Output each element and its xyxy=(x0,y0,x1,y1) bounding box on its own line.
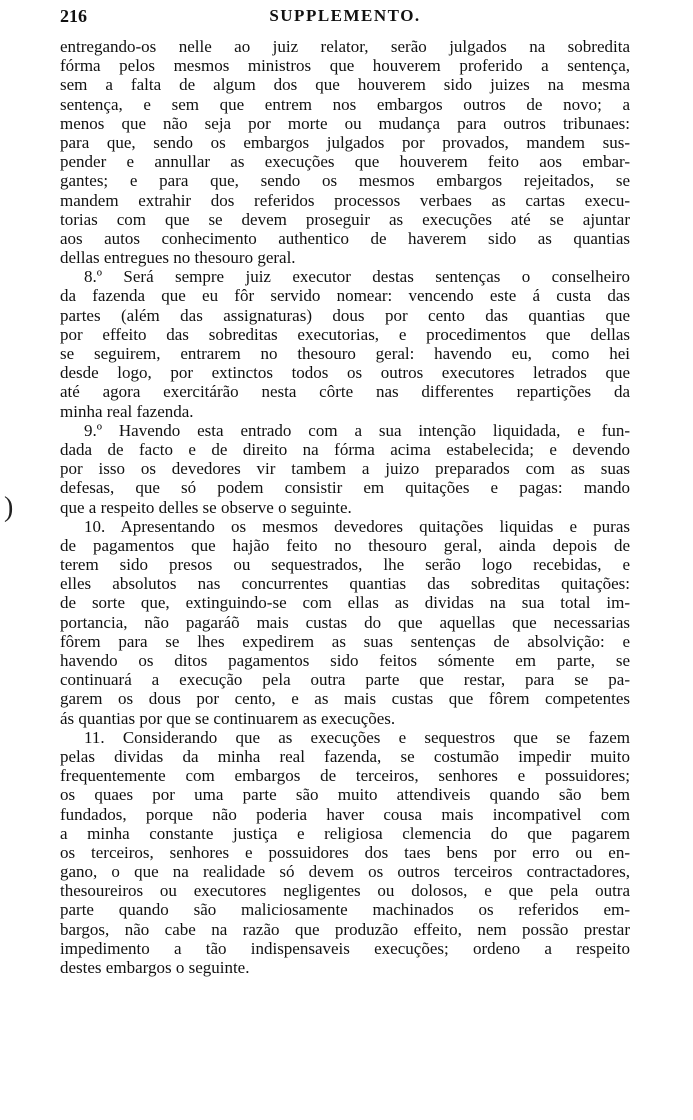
paragraph xyxy=(60,421,630,517)
text-line: bargos, não cabe na razão que produzão effeito, nem possão prestar xyxy=(60,919,630,939)
text-line: se seguirem, entrarem no thesouro geral: havendo eu, como hei xyxy=(60,344,630,363)
text-line: havendo os ditos pagamentos sido feitos sómente em parte, se xyxy=(60,651,630,670)
page-number: 216 xyxy=(60,6,87,26)
text-line: que a respeito delles se observe o seguinte. xyxy=(60,497,352,517)
paragraph xyxy=(60,517,630,728)
text-line: 9.º Havendo esta entrado com a sua intenção liquidada, e fun- xyxy=(84,420,630,440)
paragraph xyxy=(60,728,630,977)
text-line: pender e annullar as execuções que houverem feito aos embar- xyxy=(60,152,630,172)
text-line: fôrem para se lhes expedirem as suas sentenças de absolvição: e xyxy=(60,631,630,651)
text-line: partes (além das assignaturas) dous por cento das quantias que xyxy=(60,305,630,325)
text-line: para que, sendo os embargos julgados por provados, mandem sus- xyxy=(60,132,630,152)
running-title: SUPPLEMENTO. xyxy=(269,6,421,25)
paragraph xyxy=(60,37,630,267)
text-line: gantes; e para que, sendo os mesmos embargos rejeitados, se xyxy=(60,171,630,191)
text-line: de sorte que, extinguindo-se com ellas as dividas na sua total im- xyxy=(60,593,630,613)
text-line: fundados, porque não poderia haver cousa mais incompativel com xyxy=(60,804,630,824)
text-line: os terceiros, senhores e possuidores dos taes bens por erro ou en- xyxy=(60,842,630,862)
text-line: dada de facto e de direito na fórma acima estabelecida; e devendo xyxy=(60,439,630,459)
text-line: fórma pelos mesmos ministros que houverem proferido a sentença, xyxy=(60,56,630,76)
text-line: minha real fazenda. xyxy=(60,401,194,421)
text-line: 11. Considerando que as execuções e sequestros que se fazem xyxy=(84,727,630,747)
text-line: por effeito das sobreditas executorias, e procedimentos que dellas xyxy=(60,324,630,344)
text-line: da fazenda que eu fôr servido nomear: vencendo este á custa das xyxy=(60,286,630,306)
text-line: gano, o que na realidade só devem os outros terceiros contractadores, xyxy=(60,862,630,882)
text-line: continuará a execução pela outra parte que restar, para se pa- xyxy=(60,670,630,690)
paragraph xyxy=(60,267,630,421)
text-line: defesas, que só podem consistir em quitações e pagas: mando xyxy=(60,478,630,498)
text-line: de pagamentos que hajão feito no thesouro geral, ainda depois de xyxy=(60,535,630,555)
text-line: sentença, e sem que entrem nos embargos outros de novo; a xyxy=(60,94,630,114)
document-body xyxy=(60,37,630,977)
text-line: parte quando são maliciosamente machinados os referidos em- xyxy=(60,900,630,920)
text-line: a minha constante justiça e religiosa clemencia do que pagarem xyxy=(60,823,630,843)
text-line: desde logo, por extinctos todos os outros executores letrados que xyxy=(60,363,630,383)
text-line: os quaes por uma parte são muito attendiveis quando são bem xyxy=(60,785,630,805)
text-line: portancia, não pagaráõ mais custas do que aquellas que necessarias xyxy=(60,612,630,632)
text-line: elles absolutos nas concurrentes quantias das sobreditas quitações: xyxy=(60,574,630,594)
text-line: thesoureiros ou executores negligentes ou dolosos, e que pela outra xyxy=(60,881,630,901)
text-line: dellas entregues no thesouro geral. xyxy=(60,248,296,268)
text-line: mandem extrahir dos referidos processos verbaes as cartas execu- xyxy=(60,190,630,210)
text-line: por isso os devedores vir tambem a juizo preparados com as suas xyxy=(60,459,630,479)
text-line: torias com que se devem proseguir as execuções até se ajuntar xyxy=(60,209,630,229)
text-line: entregando-os nelle ao juiz relator, serão julgados na sobredita xyxy=(60,37,630,56)
text-line: destes embargos o seguinte. xyxy=(60,958,250,977)
text-line: ás quantias por que se continuarem as execuções. xyxy=(60,708,396,728)
text-line: aos autos conhecimento authentico de haverem sido as quantias xyxy=(60,228,630,248)
text-line: terem sido presos ou sequestrados, lhe serão logo recebidas, e xyxy=(60,555,630,575)
margin-bracket-mark: ) xyxy=(4,492,14,523)
text-line: sem a falta de algum dos que houverem sido juizes na mesma xyxy=(60,75,630,95)
text-line: garem os dous por cento, e as mais custas que fôrem competentes xyxy=(60,689,630,709)
text-line: frequentemente com embargos de terceiros, senhores e possuidores; xyxy=(60,766,630,786)
text-line: impedimento a tão indispensaveis execuções; ordeno a respeito xyxy=(60,938,630,958)
text-line: 8.º Será sempre juiz executor destas sentenças o conselheiro xyxy=(84,267,630,287)
text-line: pelas dividas da minha real fazenda, se costumão impedir muito xyxy=(60,746,630,766)
page-header xyxy=(60,6,630,30)
text-line: menos que não seja por morte ou mudança para outros tribunaes: xyxy=(60,113,630,133)
text-line: 10. Apresentando os mesmos devedores quitações liquidas e puras xyxy=(84,516,630,536)
text-line: até agora exercitárão nesta côrte nas differentes repartições da xyxy=(60,382,630,402)
